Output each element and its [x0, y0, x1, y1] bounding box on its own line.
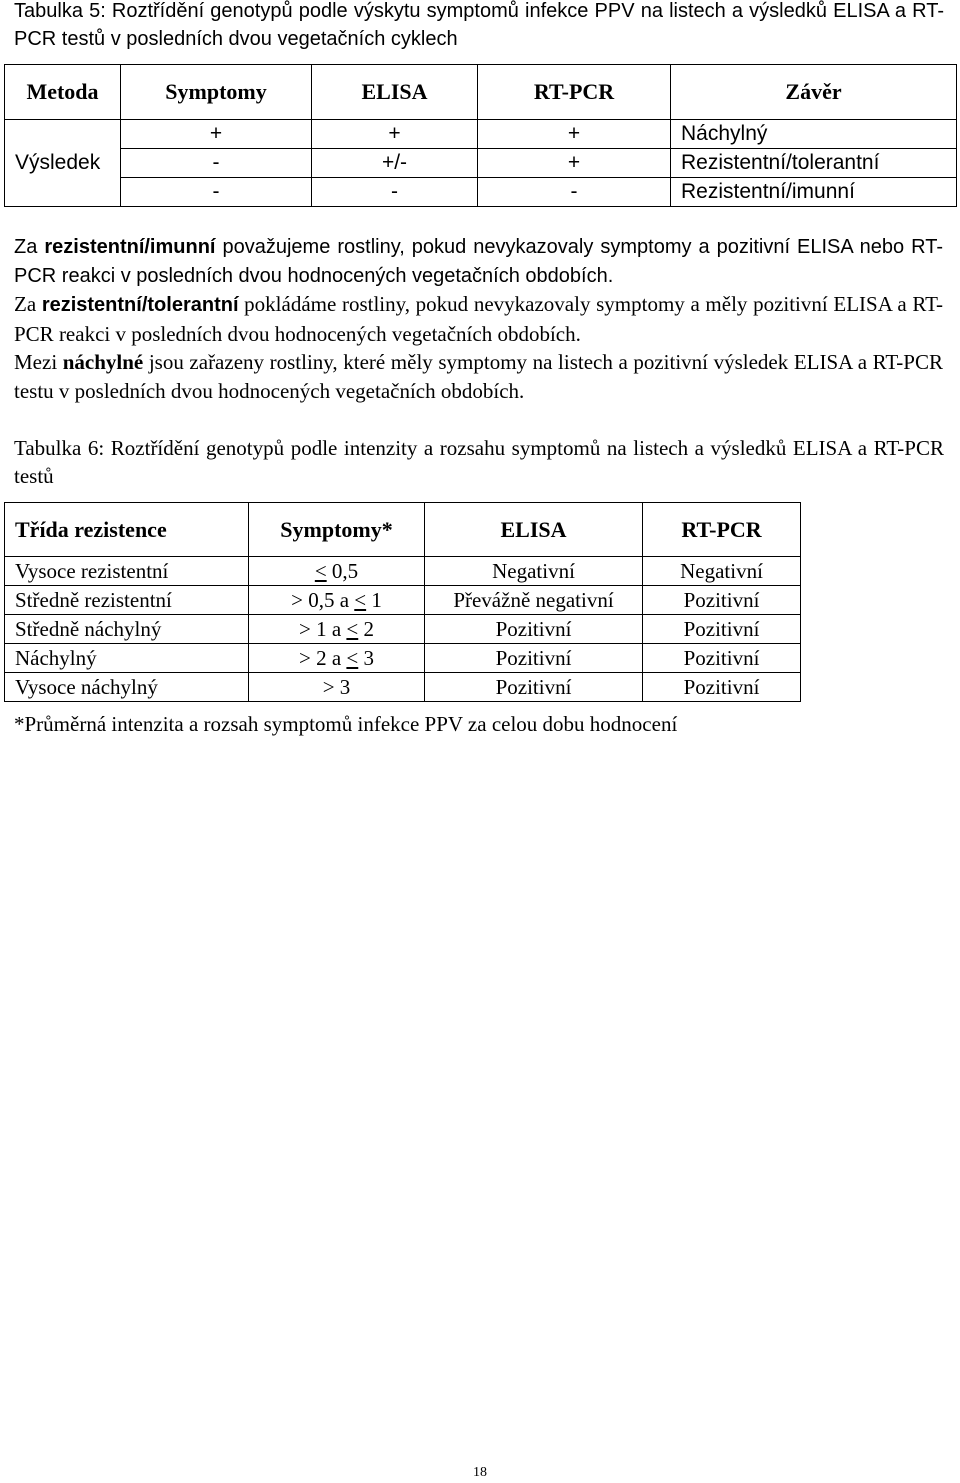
table6 [4, 502, 801, 702]
table6-header-rtpcr: RT-PCR [643, 503, 801, 557]
table-cell: Vysoce rezistentní [5, 557, 249, 586]
le-sign: < [354, 587, 367, 612]
paragraph-imunni [14, 233, 943, 290]
table-cell: + [478, 120, 671, 149]
page-number: 18 [473, 1465, 487, 1480]
table-cell: Negativní [425, 557, 643, 586]
table-cell: - [121, 149, 312, 178]
table5-header-rtpcr: RT-PCR [478, 65, 671, 120]
table-cell [249, 673, 425, 702]
table6-caption: Tabulka 6: Roztřídění genotypů podle intenzity a rozsahu symptomů na listech a výsledků ELISA a RT-PCR testů [14, 436, 944, 488]
table-cell: Pozitivní [425, 673, 643, 702]
table-row [5, 586, 801, 615]
table-cell: Převážně negativní [425, 586, 643, 615]
paragraph-tolerantni [14, 290, 943, 348]
table6-header-elisa: ELISA [425, 503, 643, 557]
table-cell: Středně rezistentní [5, 586, 249, 615]
definition-paragraphs [14, 233, 943, 406]
table-cell: Pozitivní [643, 586, 801, 615]
term: rezistentní/imunní [44, 236, 216, 258]
table-cell: - [121, 178, 312, 207]
table-cell: Negativní [643, 557, 801, 586]
table6-header-row [5, 503, 801, 557]
text: Za [14, 292, 42, 317]
paragraph-nachylne [14, 348, 943, 405]
table5-caption: Tabulka 5: Roztřídění genotypů podle výskytu symptomů infekce PPV na listech a výsledků ELISA a RT-PCR testů v posledních dvou vegetačních cyklech [14, 0, 944, 50]
le-sign: < [314, 558, 327, 583]
table5-header-symptomy: Symptomy [121, 65, 312, 120]
table5-header-elisa: ELISA [312, 65, 478, 120]
table-cell: Vysoce náchylný [5, 673, 249, 702]
table-cell: Pozitivní [643, 673, 801, 702]
table-cell: Pozitivní [425, 644, 643, 673]
table-cell [249, 557, 425, 586]
table-cell [249, 615, 425, 644]
table6-footnote: *Průměrná intenzita a rozsah symptomů infekce PPV za celou dobu hodnocení [14, 712, 678, 736]
text: > 0,5 a [291, 587, 355, 612]
table-cell: Pozitivní [425, 615, 643, 644]
table5-row-label: Výsledek [5, 120, 121, 207]
table-cell: - [478, 178, 671, 207]
table-row [5, 178, 957, 207]
term: náchylné [62, 350, 144, 375]
table5 [4, 64, 957, 207]
text: 0,5 [326, 558, 359, 583]
table-cell: +/- [312, 149, 478, 178]
text: považujeme rostliny, pokud nevykazovaly symptomy a pozitivní ELISA nebo RT-PCR reakci v posledních dvou hodnocených vegetačních obdobích. [14, 236, 943, 287]
table-cell: Pozitivní [643, 615, 801, 644]
table-cell [249, 586, 425, 615]
text: 3 [358, 645, 374, 670]
table-row [5, 615, 801, 644]
table5-header-zaver: Závěr [671, 65, 957, 120]
table-cell: Středně náchylný [5, 615, 249, 644]
table-cell: Rezistentní/imunní [671, 178, 957, 207]
le-sign: < [346, 616, 359, 641]
term: rezistentní/tolerantní [41, 294, 239, 317]
table-cell: Rezistentní/tolerantní [671, 149, 957, 178]
table-row [5, 120, 957, 149]
table-cell: Pozitivní [643, 644, 801, 673]
text: pokládáme rostliny, pokud nevykazovaly symptomy a měly pozitivní ELISA a RT-PCR reakci v posledních dvou hodnocených vegetačních obdobích. [14, 292, 943, 346]
text: > 3 [322, 674, 351, 699]
table-cell: + [312, 120, 478, 149]
table-cell: + [121, 120, 312, 149]
table-cell: + [478, 149, 671, 178]
table5-header-row [5, 65, 957, 120]
text: 1 [366, 587, 382, 612]
table-row [5, 673, 801, 702]
table-row [5, 557, 801, 586]
table-row [5, 644, 801, 673]
le-sign: < [346, 645, 359, 670]
table-cell [249, 644, 425, 673]
table-cell: Náchylný [671, 120, 957, 149]
table-row [5, 149, 957, 178]
text: jsou zařazeny rostliny, které měly symptomy na listech a pozitivní výsledek ELISA a RT-PCR testu v posledních dvou hodnocených vegetačních obdobích. [14, 350, 943, 403]
text: Mezi [14, 350, 63, 375]
table6-header-symptomy: Symptomy* [249, 503, 425, 557]
table6-header-trida: Třída rezistence [5, 503, 249, 557]
table5-header-metoda: Metoda [5, 65, 121, 120]
text: Za [14, 236, 45, 258]
text: > 2 a [298, 645, 347, 670]
table-cell: Náchylný [5, 644, 249, 673]
text: 2 [358, 616, 374, 641]
table-cell: - [312, 178, 478, 207]
text: > 1 a [298, 616, 347, 641]
